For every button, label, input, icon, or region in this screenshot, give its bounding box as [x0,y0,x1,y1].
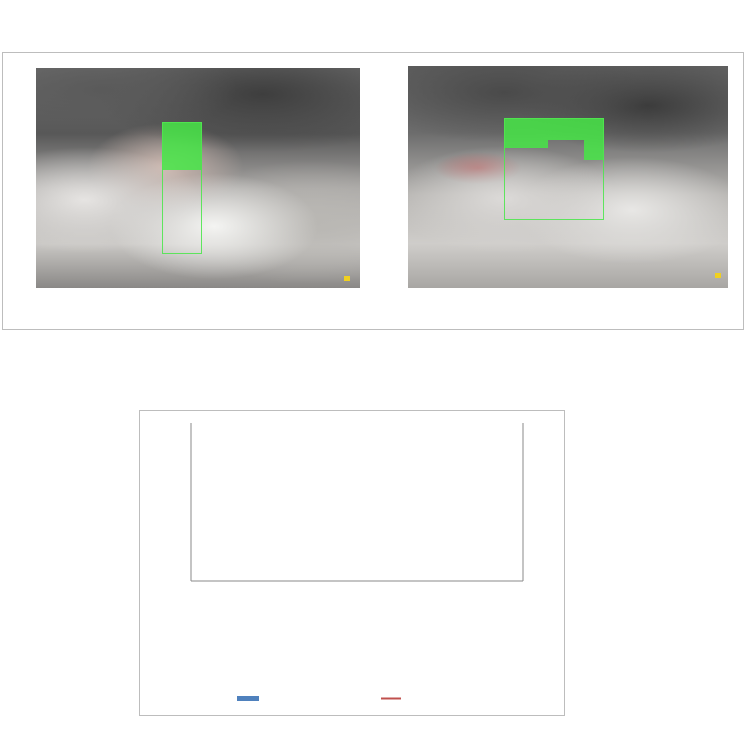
legend-swatch-bar [237,696,259,701]
legend [237,696,401,701]
green-rectangle-b [504,118,604,220]
green-rectangle-a [162,122,202,254]
micrograph-a [36,68,360,288]
micrograph-b [408,66,728,288]
scale-bar-b [715,273,721,278]
figure-9-chart [139,410,565,716]
scale-bar-a [344,276,350,281]
